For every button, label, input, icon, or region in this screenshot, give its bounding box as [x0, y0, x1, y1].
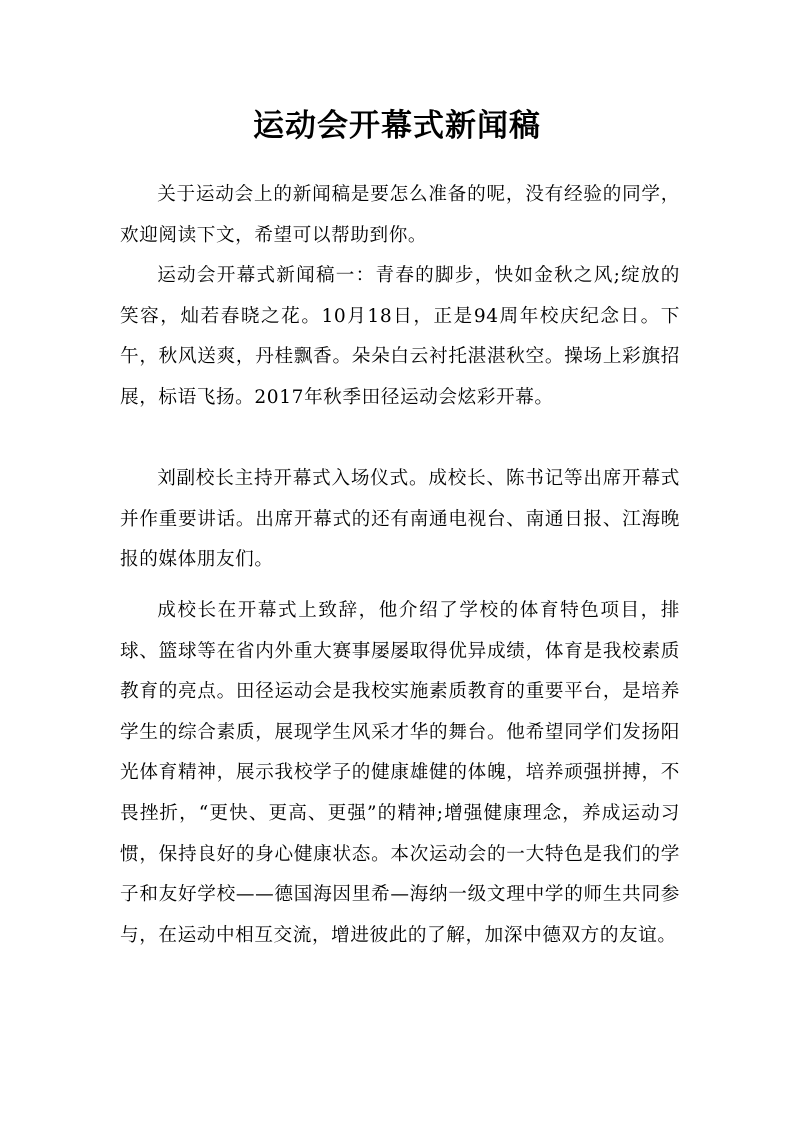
paragraph-opening: 运动会开幕式新闻稿一：青春的脚步，快如金秋之风;绽放的笑容，灿若春晓之花。10月18日，正是94周年校庆纪念日。下午，秋风送爽，丹桂飘香。朵朵白云衬托湛湛秋空。操场上彩旗招展，标语飞扬。2017年秋季田径运动会炫彩开幕。 — [120, 265, 680, 408]
paragraph-ceremony-host: 刘副校长主持开幕式入场仪式。成校长、陈书记等出席开幕式并作重要讲话。出席开幕式的还有南通电视台、南通日报、江海晚报的媒体朋友们。 — [120, 468, 680, 571]
paragraph-principal-speech: 成校长在开幕式上致辞，他介绍了学校的体育特色项目，排球、篮球等在省内外重大赛事屡屡取得优异成绩，体育是我校素质教育的亮点。田径运动会是我校实施素质教育的重要平台，是培养学生的综合素质，展现学生风采才华的舞台。他希望同学们发扬阳光体育精神，展示我校学子的健康雄健的体魄，培养顽强拼搏，不畏挫折，“更快、更高、更强”的精神;增强健康理念，养成运动习惯，保持良好的身心健康状态。本次运动会的一大特色是我们的学子和友好学校——德国海因里希—海纳一级文理中学的师生共同参与，在运动中相互交流，增进彼此的了解，加深中德双方的友谊。 — [120, 600, 680, 946]
document-title: 运动会开幕式新闻稿 — [253, 108, 541, 144]
paragraph-intro: 关于运动会上的新闻稿是要怎么准备的呢，没有经验的同学，欢迎阅读下文，希望可以帮助到你。 — [120, 184, 680, 246]
